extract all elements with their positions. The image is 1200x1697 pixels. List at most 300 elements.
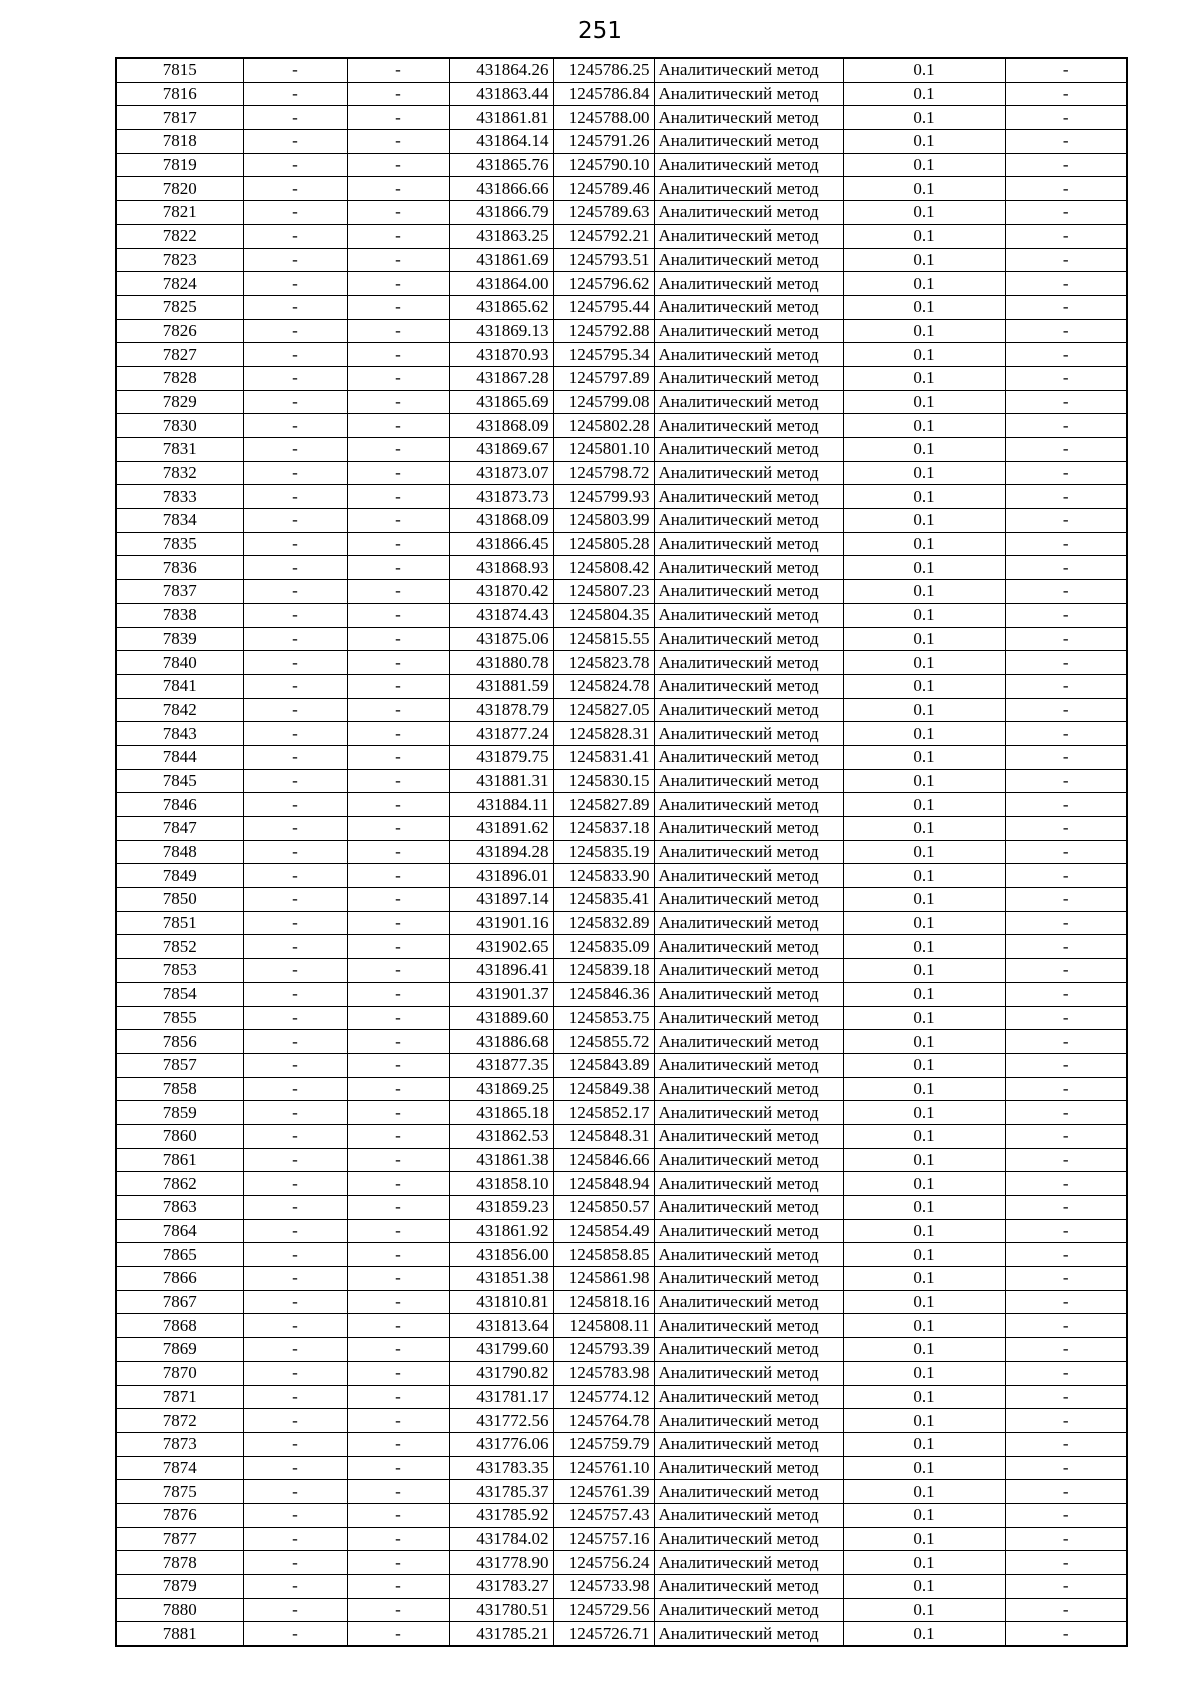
- empty-cell-a: -: [243, 1267, 347, 1291]
- empty-cell-b: -: [347, 1148, 449, 1172]
- empty-cell-b: -: [347, 343, 449, 367]
- method-cell: Аналитический метод: [654, 698, 843, 722]
- table-row: [116, 295, 1127, 319]
- x-coordinate-cell: 431877.24: [449, 722, 553, 746]
- x-coordinate-cell: 431896.01: [449, 864, 553, 888]
- x-coordinate-cell: 431866.66: [449, 177, 553, 201]
- empty-cell-b: -: [347, 461, 449, 485]
- note-cell: -: [1005, 248, 1127, 272]
- accuracy-cell: 0.1: [843, 1101, 1005, 1125]
- accuracy-cell: 0.1: [843, 461, 1005, 485]
- method-cell: Аналитический метод: [654, 1053, 843, 1077]
- empty-cell-a: -: [243, 982, 347, 1006]
- empty-cell-a: -: [243, 82, 347, 106]
- point-number-cell: 7824: [116, 272, 243, 296]
- method-cell: Аналитический метод: [654, 911, 843, 935]
- empty-cell-a: -: [243, 1551, 347, 1575]
- y-coordinate-cell: 1245783.98: [553, 1361, 654, 1385]
- method-cell: Аналитический метод: [654, 1385, 843, 1409]
- note-cell: -: [1005, 1456, 1127, 1480]
- x-coordinate-cell: 431810.81: [449, 1290, 553, 1314]
- note-cell: -: [1005, 366, 1127, 390]
- y-coordinate-cell: 1245807.23: [553, 580, 654, 604]
- empty-cell-b: -: [347, 603, 449, 627]
- point-number-cell: 7874: [116, 1456, 243, 1480]
- empty-cell-a: -: [243, 1030, 347, 1054]
- y-coordinate-cell: 1245835.09: [553, 935, 654, 959]
- method-cell: Аналитический метод: [654, 982, 843, 1006]
- empty-cell-a: -: [243, 556, 347, 580]
- method-cell: Аналитический метод: [654, 1314, 843, 1338]
- y-coordinate-cell: 1245793.51: [553, 248, 654, 272]
- table-row: [116, 1219, 1127, 1243]
- empty-cell-a: -: [243, 1598, 347, 1622]
- y-coordinate-cell: 1245757.43: [553, 1503, 654, 1527]
- method-cell: Аналитический метод: [654, 177, 843, 201]
- note-cell: -: [1005, 580, 1127, 604]
- accuracy-cell: 0.1: [843, 1480, 1005, 1504]
- point-number-cell: 7881: [116, 1622, 243, 1646]
- method-cell: Аналитический метод: [654, 1077, 843, 1101]
- table-row: [116, 1267, 1127, 1291]
- table-row: [116, 1480, 1127, 1504]
- coordinates-table: [115, 57, 1128, 1647]
- point-number-cell: 7877: [116, 1527, 243, 1551]
- table-row: [116, 1622, 1127, 1646]
- point-number-cell: 7864: [116, 1219, 243, 1243]
- method-cell: Аналитический метод: [654, 888, 843, 912]
- note-cell: -: [1005, 1551, 1127, 1575]
- y-coordinate-cell: 1245774.12: [553, 1385, 654, 1409]
- y-coordinate-cell: 1245846.66: [553, 1148, 654, 1172]
- accuracy-cell: 0.1: [843, 1622, 1005, 1646]
- table-row: [116, 1385, 1127, 1409]
- empty-cell-b: -: [347, 1409, 449, 1433]
- empty-cell-b: -: [347, 438, 449, 462]
- point-number-cell: 7832: [116, 461, 243, 485]
- accuracy-cell: 0.1: [843, 1361, 1005, 1385]
- table-row: [116, 1053, 1127, 1077]
- empty-cell-a: -: [243, 485, 347, 509]
- empty-cell-b: -: [347, 224, 449, 248]
- note-cell: -: [1005, 1006, 1127, 1030]
- note-cell: -: [1005, 556, 1127, 580]
- y-coordinate-cell: 1245799.93: [553, 485, 654, 509]
- accuracy-cell: 0.1: [843, 1314, 1005, 1338]
- note-cell: -: [1005, 745, 1127, 769]
- x-coordinate-cell: 431869.67: [449, 438, 553, 462]
- table-row: [116, 82, 1127, 106]
- x-coordinate-cell: 431881.31: [449, 769, 553, 793]
- x-coordinate-cell: 431894.28: [449, 840, 553, 864]
- empty-cell-b: -: [347, 1124, 449, 1148]
- point-number-cell: 7815: [116, 58, 243, 82]
- point-number-cell: 7880: [116, 1598, 243, 1622]
- point-number-cell: 7820: [116, 177, 243, 201]
- point-number-cell: 7828: [116, 366, 243, 390]
- note-cell: -: [1005, 722, 1127, 746]
- accuracy-cell: 0.1: [843, 1598, 1005, 1622]
- empty-cell-a: -: [243, 1172, 347, 1196]
- accuracy-cell: 0.1: [843, 319, 1005, 343]
- x-coordinate-cell: 431813.64: [449, 1314, 553, 1338]
- accuracy-cell: 0.1: [843, 745, 1005, 769]
- table-row: [116, 1030, 1127, 1054]
- empty-cell-b: -: [347, 556, 449, 580]
- empty-cell-a: -: [243, 1314, 347, 1338]
- accuracy-cell: 0.1: [843, 485, 1005, 509]
- empty-cell-b: -: [347, 1196, 449, 1220]
- point-number-cell: 7840: [116, 651, 243, 675]
- note-cell: -: [1005, 1385, 1127, 1409]
- table-row: [116, 177, 1127, 201]
- accuracy-cell: 0.1: [843, 343, 1005, 367]
- method-cell: Аналитический метод: [654, 1148, 843, 1172]
- table-row: [116, 1101, 1127, 1125]
- empty-cell-a: -: [243, 295, 347, 319]
- table-row: [116, 959, 1127, 983]
- point-number-cell: 7836: [116, 556, 243, 580]
- point-number-cell: 7826: [116, 319, 243, 343]
- accuracy-cell: 0.1: [843, 769, 1005, 793]
- table-row: [116, 698, 1127, 722]
- table-row: [116, 1598, 1127, 1622]
- y-coordinate-cell: 1245853.75: [553, 1006, 654, 1030]
- note-cell: -: [1005, 1409, 1127, 1433]
- accuracy-cell: 0.1: [843, 793, 1005, 817]
- point-number-cell: 7838: [116, 603, 243, 627]
- y-coordinate-cell: 1245815.55: [553, 627, 654, 651]
- note-cell: -: [1005, 1196, 1127, 1220]
- accuracy-cell: 0.1: [843, 1409, 1005, 1433]
- empty-cell-b: -: [347, 1432, 449, 1456]
- y-coordinate-cell: 1245824.78: [553, 674, 654, 698]
- x-coordinate-cell: 431783.27: [449, 1575, 553, 1599]
- method-cell: Аналитический метод: [654, 840, 843, 864]
- empty-cell-a: -: [243, 366, 347, 390]
- y-coordinate-cell: 1245789.46: [553, 177, 654, 201]
- empty-cell-b: -: [347, 1622, 449, 1646]
- point-number-cell: 7816: [116, 82, 243, 106]
- point-number-cell: 7844: [116, 745, 243, 769]
- empty-cell-b: -: [347, 982, 449, 1006]
- x-coordinate-cell: 431856.00: [449, 1243, 553, 1267]
- point-number-cell: 7865: [116, 1243, 243, 1267]
- y-coordinate-cell: 1245799.08: [553, 390, 654, 414]
- table-row: [116, 556, 1127, 580]
- method-cell: Аналитический метод: [654, 1006, 843, 1030]
- accuracy-cell: 0.1: [843, 272, 1005, 296]
- note-cell: -: [1005, 1267, 1127, 1291]
- point-number-cell: 7837: [116, 580, 243, 604]
- accuracy-cell: 0.1: [843, 1030, 1005, 1054]
- empty-cell-b: -: [347, 1172, 449, 1196]
- method-cell: Аналитический метод: [654, 201, 843, 225]
- empty-cell-a: -: [243, 1101, 347, 1125]
- accuracy-cell: 0.1: [843, 82, 1005, 106]
- accuracy-cell: 0.1: [843, 224, 1005, 248]
- empty-cell-a: -: [243, 1575, 347, 1599]
- method-cell: Аналитический метод: [654, 959, 843, 983]
- table-row: [116, 769, 1127, 793]
- method-cell: Аналитический метод: [654, 343, 843, 367]
- empty-cell-b: -: [347, 414, 449, 438]
- empty-cell-b: -: [347, 1267, 449, 1291]
- accuracy-cell: 0.1: [843, 1551, 1005, 1575]
- x-coordinate-cell: 431776.06: [449, 1432, 553, 1456]
- table-row: [116, 911, 1127, 935]
- y-coordinate-cell: 1245852.17: [553, 1101, 654, 1125]
- empty-cell-b: -: [347, 1527, 449, 1551]
- empty-cell-b: -: [347, 1361, 449, 1385]
- note-cell: -: [1005, 82, 1127, 106]
- method-cell: Аналитический метод: [654, 319, 843, 343]
- note-cell: -: [1005, 627, 1127, 651]
- empty-cell-b: -: [347, 319, 449, 343]
- x-coordinate-cell: 431897.14: [449, 888, 553, 912]
- note-cell: -: [1005, 888, 1127, 912]
- empty-cell-a: -: [243, 1338, 347, 1362]
- point-number-cell: 7825: [116, 295, 243, 319]
- note-cell: -: [1005, 177, 1127, 201]
- note-cell: -: [1005, 1503, 1127, 1527]
- note-cell: -: [1005, 603, 1127, 627]
- method-cell: Аналитический метод: [654, 1575, 843, 1599]
- method-cell: Аналитический метод: [654, 461, 843, 485]
- empty-cell-b: -: [347, 1053, 449, 1077]
- accuracy-cell: 0.1: [843, 1456, 1005, 1480]
- method-cell: Аналитический метод: [654, 1432, 843, 1456]
- note-cell: -: [1005, 130, 1127, 154]
- x-coordinate-cell: 431880.78: [449, 651, 553, 675]
- empty-cell-b: -: [347, 580, 449, 604]
- y-coordinate-cell: 1245848.94: [553, 1172, 654, 1196]
- accuracy-cell: 0.1: [843, 556, 1005, 580]
- point-number-cell: 7819: [116, 153, 243, 177]
- empty-cell-a: -: [243, 1622, 347, 1646]
- y-coordinate-cell: 1245830.15: [553, 769, 654, 793]
- empty-cell-b: -: [347, 1290, 449, 1314]
- y-coordinate-cell: 1245808.42: [553, 556, 654, 580]
- empty-cell-b: -: [347, 1006, 449, 1030]
- method-cell: Аналитический метод: [654, 1409, 843, 1433]
- method-cell: Аналитический метод: [654, 1527, 843, 1551]
- point-number-cell: 7855: [116, 1006, 243, 1030]
- note-cell: -: [1005, 58, 1127, 82]
- y-coordinate-cell: 1245848.31: [553, 1124, 654, 1148]
- empty-cell-b: -: [347, 177, 449, 201]
- empty-cell-a: -: [243, 509, 347, 533]
- note-cell: -: [1005, 438, 1127, 462]
- x-coordinate-cell: 431884.11: [449, 793, 553, 817]
- empty-cell-a: -: [243, 722, 347, 746]
- accuracy-cell: 0.1: [843, 959, 1005, 983]
- page-number: 251: [578, 18, 622, 44]
- empty-cell-b: -: [347, 627, 449, 651]
- empty-cell-a: -: [243, 674, 347, 698]
- point-number-cell: 7856: [116, 1030, 243, 1054]
- point-number-cell: 7858: [116, 1077, 243, 1101]
- x-coordinate-cell: 431861.38: [449, 1148, 553, 1172]
- note-cell: -: [1005, 509, 1127, 533]
- empty-cell-b: -: [347, 1077, 449, 1101]
- empty-cell-a: -: [243, 272, 347, 296]
- method-cell: Аналитический метод: [654, 106, 843, 130]
- accuracy-cell: 0.1: [843, 982, 1005, 1006]
- empty-cell-a: -: [243, 390, 347, 414]
- empty-cell-a: -: [243, 1432, 347, 1456]
- x-coordinate-cell: 431878.79: [449, 698, 553, 722]
- y-coordinate-cell: 1245828.31: [553, 722, 654, 746]
- x-coordinate-cell: 431874.43: [449, 603, 553, 627]
- empty-cell-b: -: [347, 248, 449, 272]
- x-coordinate-cell: 431889.60: [449, 1006, 553, 1030]
- accuracy-cell: 0.1: [843, 864, 1005, 888]
- method-cell: Аналитический метод: [654, 1480, 843, 1504]
- empty-cell-a: -: [243, 1124, 347, 1148]
- y-coordinate-cell: 1245796.62: [553, 272, 654, 296]
- table-row: [116, 343, 1127, 367]
- note-cell: -: [1005, 485, 1127, 509]
- x-coordinate-cell: 431901.16: [449, 911, 553, 935]
- empty-cell-b: -: [347, 745, 449, 769]
- note-cell: -: [1005, 1101, 1127, 1125]
- note-cell: -: [1005, 106, 1127, 130]
- point-number-cell: 7843: [116, 722, 243, 746]
- point-number-cell: 7862: [116, 1172, 243, 1196]
- y-coordinate-cell: 1245757.16: [553, 1527, 654, 1551]
- empty-cell-a: -: [243, 864, 347, 888]
- note-cell: -: [1005, 343, 1127, 367]
- empty-cell-a: -: [243, 1385, 347, 1409]
- note-cell: -: [1005, 414, 1127, 438]
- accuracy-cell: 0.1: [843, 627, 1005, 651]
- method-cell: Аналитический метод: [654, 390, 843, 414]
- empty-cell-a: -: [243, 248, 347, 272]
- x-coordinate-cell: 431785.21: [449, 1622, 553, 1646]
- point-number-cell: 7849: [116, 864, 243, 888]
- table-row: [116, 982, 1127, 1006]
- point-number-cell: 7861: [116, 1148, 243, 1172]
- method-cell: Аналитический метод: [654, 532, 843, 556]
- x-coordinate-cell: 431865.62: [449, 295, 553, 319]
- note-cell: -: [1005, 935, 1127, 959]
- point-number-cell: 7859: [116, 1101, 243, 1125]
- x-coordinate-cell: 431784.02: [449, 1527, 553, 1551]
- accuracy-cell: 0.1: [843, 840, 1005, 864]
- x-coordinate-cell: 431780.51: [449, 1598, 553, 1622]
- accuracy-cell: 0.1: [843, 1385, 1005, 1409]
- empty-cell-b: -: [347, 888, 449, 912]
- x-coordinate-cell: 431781.17: [449, 1385, 553, 1409]
- note-cell: -: [1005, 1338, 1127, 1362]
- point-number-cell: 7876: [116, 1503, 243, 1527]
- y-coordinate-cell: 1245804.35: [553, 603, 654, 627]
- point-number-cell: 7822: [116, 224, 243, 248]
- empty-cell-a: -: [243, 58, 347, 82]
- y-coordinate-cell: 1245827.89: [553, 793, 654, 817]
- empty-cell-a: -: [243, 343, 347, 367]
- y-coordinate-cell: 1245726.71: [553, 1622, 654, 1646]
- empty-cell-b: -: [347, 295, 449, 319]
- empty-cell-b: -: [347, 153, 449, 177]
- empty-cell-b: -: [347, 817, 449, 841]
- method-cell: Аналитический метод: [654, 580, 843, 604]
- y-coordinate-cell: 1245791.26: [553, 130, 654, 154]
- note-cell: -: [1005, 1172, 1127, 1196]
- note-cell: -: [1005, 1243, 1127, 1267]
- empty-cell-a: -: [243, 745, 347, 769]
- point-number-cell: 7879: [116, 1575, 243, 1599]
- point-number-cell: 7866: [116, 1267, 243, 1291]
- empty-cell-a: -: [243, 438, 347, 462]
- x-coordinate-cell: 431902.65: [449, 935, 553, 959]
- x-coordinate-cell: 431891.62: [449, 817, 553, 841]
- empty-cell-b: -: [347, 911, 449, 935]
- table-row: [116, 1432, 1127, 1456]
- table-row: [116, 438, 1127, 462]
- x-coordinate-cell: 431877.35: [449, 1053, 553, 1077]
- y-coordinate-cell: 1245761.10: [553, 1456, 654, 1480]
- x-coordinate-cell: 431873.07: [449, 461, 553, 485]
- empty-cell-a: -: [243, 201, 347, 225]
- y-coordinate-cell: 1245835.41: [553, 888, 654, 912]
- note-cell: -: [1005, 911, 1127, 935]
- note-cell: -: [1005, 1361, 1127, 1385]
- empty-cell-b: -: [347, 840, 449, 864]
- accuracy-cell: 0.1: [843, 414, 1005, 438]
- y-coordinate-cell: 1245802.28: [553, 414, 654, 438]
- point-number-cell: 7823: [116, 248, 243, 272]
- point-number-cell: 7841: [116, 674, 243, 698]
- y-coordinate-cell: 1245792.88: [553, 319, 654, 343]
- empty-cell-a: -: [243, 319, 347, 343]
- empty-cell-a: -: [243, 106, 347, 130]
- x-coordinate-cell: 431861.81: [449, 106, 553, 130]
- empty-cell-b: -: [347, 698, 449, 722]
- method-cell: Аналитический метод: [654, 272, 843, 296]
- method-cell: Аналитический метод: [654, 651, 843, 675]
- table-row: [116, 414, 1127, 438]
- method-cell: Аналитический метод: [654, 603, 843, 627]
- empty-cell-a: -: [243, 651, 347, 675]
- y-coordinate-cell: 1245861.98: [553, 1267, 654, 1291]
- empty-cell-a: -: [243, 1053, 347, 1077]
- method-cell: Аналитический метод: [654, 1622, 843, 1646]
- empty-cell-a: -: [243, 769, 347, 793]
- empty-cell-a: -: [243, 414, 347, 438]
- table-row: [116, 1290, 1127, 1314]
- note-cell: -: [1005, 840, 1127, 864]
- y-coordinate-cell: 1245797.89: [553, 366, 654, 390]
- note-cell: -: [1005, 201, 1127, 225]
- empty-cell-a: -: [243, 1409, 347, 1433]
- empty-cell-a: -: [243, 177, 347, 201]
- note-cell: -: [1005, 1030, 1127, 1054]
- note-cell: -: [1005, 674, 1127, 698]
- empty-cell-a: -: [243, 224, 347, 248]
- table-row: [116, 58, 1127, 82]
- empty-cell-b: -: [347, 1314, 449, 1338]
- empty-cell-b: -: [347, 532, 449, 556]
- empty-cell-a: -: [243, 532, 347, 556]
- accuracy-cell: 0.1: [843, 295, 1005, 319]
- point-number-cell: 7852: [116, 935, 243, 959]
- x-coordinate-cell: 431785.37: [449, 1480, 553, 1504]
- point-number-cell: 7835: [116, 532, 243, 556]
- method-cell: Аналитический метод: [654, 1551, 843, 1575]
- y-coordinate-cell: 1245801.10: [553, 438, 654, 462]
